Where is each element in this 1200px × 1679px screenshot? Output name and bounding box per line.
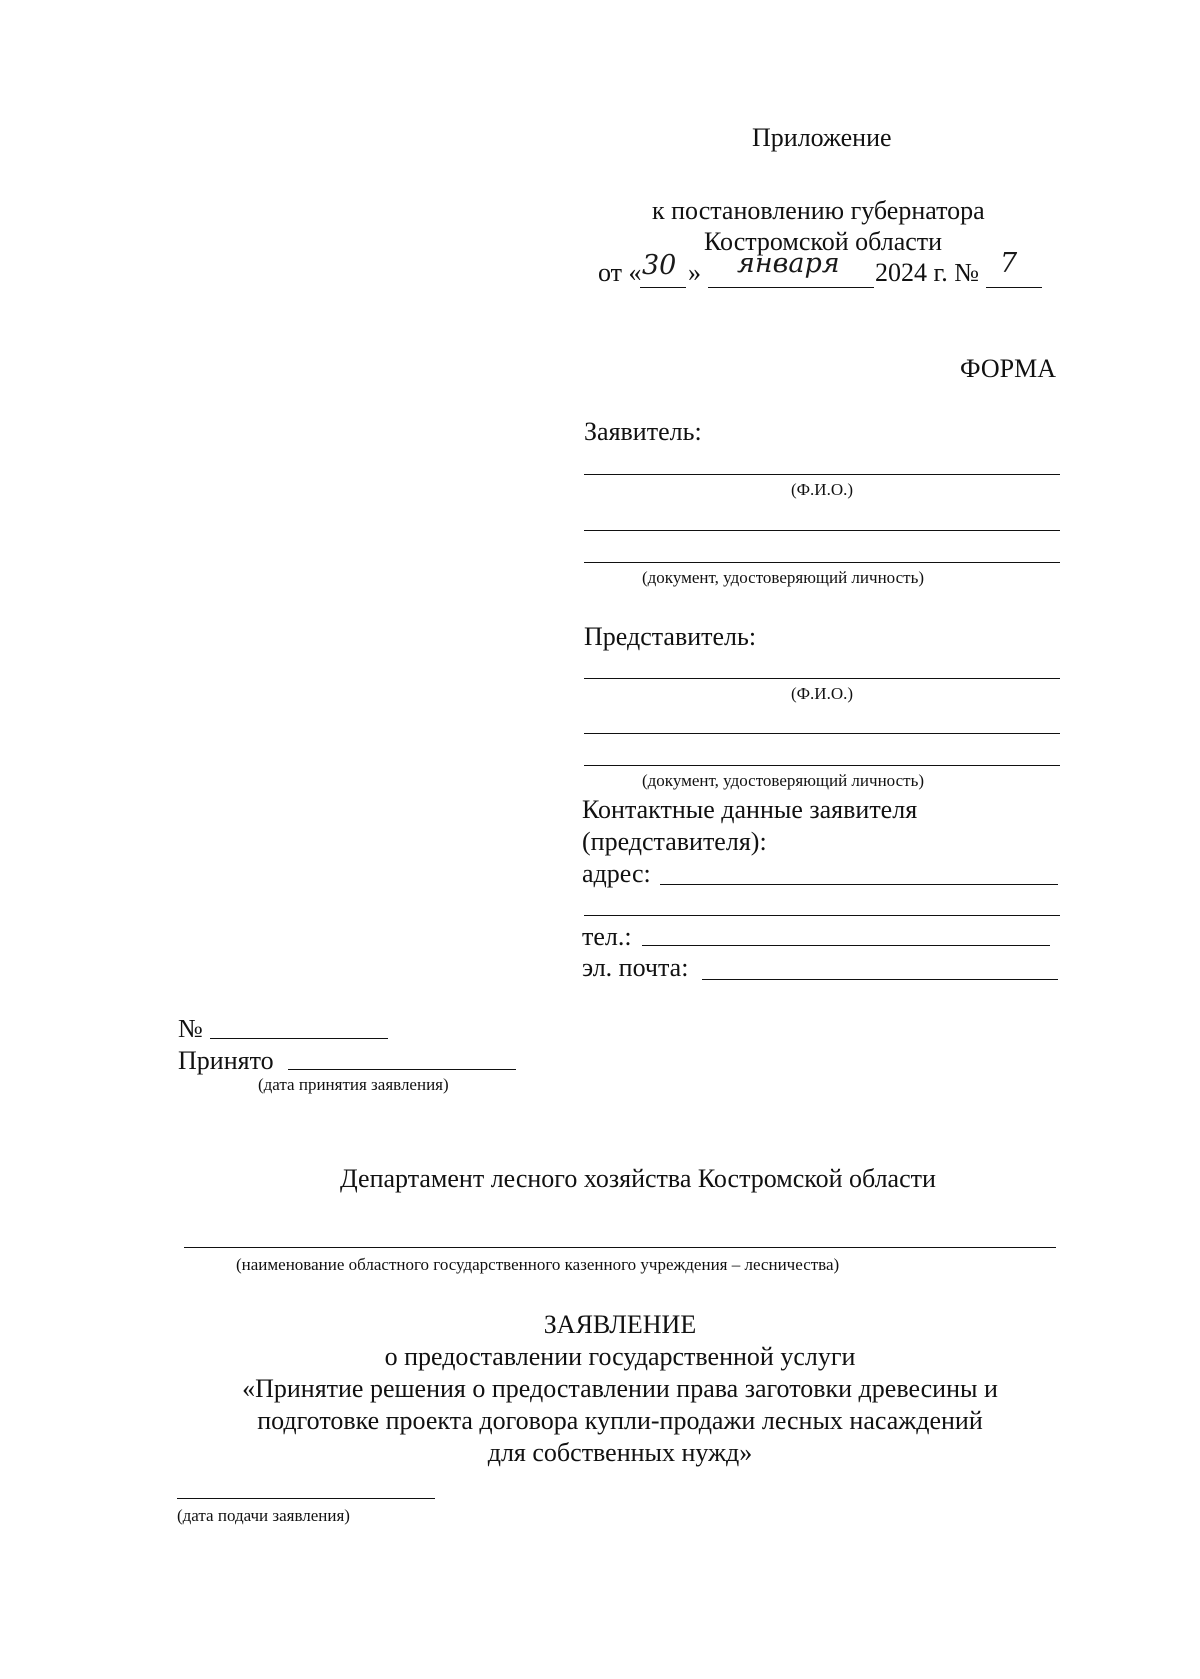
contacts-title-line-1: Контактные данные заявителя bbox=[582, 795, 918, 824]
representative-fio-caption: (Ф.И.О.) bbox=[790, 684, 854, 703]
phone-line bbox=[642, 945, 1050, 946]
date-day-close: » bbox=[688, 258, 701, 287]
accepted-label: Принято bbox=[178, 1046, 274, 1075]
address-line-2 bbox=[584, 915, 1060, 916]
month-underline bbox=[708, 287, 874, 288]
application-line-4: для собственных нужд» bbox=[487, 1438, 753, 1467]
email-line bbox=[702, 979, 1058, 980]
day-underline bbox=[640, 287, 686, 288]
forestry-line bbox=[184, 1247, 1056, 1248]
representative-doc-line-2 bbox=[584, 765, 1060, 766]
phone-label: тел.: bbox=[582, 922, 632, 951]
application-line-1: о предоставлении государственной услуги bbox=[384, 1342, 856, 1371]
applicant-doc-line-2 bbox=[584, 562, 1060, 563]
applicant-label: Заявитель: bbox=[584, 417, 702, 446]
address-label: адрес: bbox=[582, 859, 651, 888]
registration-number-label: № bbox=[178, 1014, 203, 1043]
appendix-title: Приложение bbox=[752, 123, 892, 152]
representative-fio-line bbox=[584, 678, 1060, 679]
handwritten-number: 7 bbox=[1000, 248, 1018, 279]
applicant-fio-line bbox=[584, 474, 1060, 475]
accepted-date-line bbox=[288, 1069, 516, 1070]
forestry-caption: (наименование областного государственного казенного учреждения – лесничества) bbox=[236, 1255, 840, 1274]
submission-caption: (дата подачи заявления) bbox=[177, 1506, 350, 1525]
representative-label: Представитель: bbox=[584, 622, 757, 651]
handwritten-month: января bbox=[737, 248, 840, 279]
appendix-region-line: Костромской области bbox=[704, 227, 943, 256]
email-label: эл. почта: bbox=[582, 953, 689, 982]
applicant-doc-line-1 bbox=[584, 530, 1060, 531]
application-line-2: «Принятие решения о предоставлении права заготовки древесины и bbox=[242, 1374, 998, 1403]
number-underline bbox=[986, 287, 1042, 288]
submission-date-line bbox=[177, 1498, 435, 1499]
date-year-suffix: 2024 г. № bbox=[875, 258, 980, 287]
handwritten-day: 30 bbox=[642, 250, 677, 281]
application-line-3: подготовке проекта договора купли-продажи лесных насаждений bbox=[257, 1406, 983, 1435]
contacts-title-line-2: (представителя): bbox=[582, 827, 767, 856]
applicant-fio-caption: (Ф.И.О.) bbox=[790, 480, 854, 499]
registration-number-line bbox=[210, 1038, 388, 1039]
application-title: ЗАЯВЛЕНИЕ bbox=[543, 1310, 697, 1339]
appendix-decree-line: к постановлению губернатора bbox=[652, 196, 985, 225]
form-label: ФОРМА bbox=[960, 354, 1056, 383]
representative-doc-line-1 bbox=[584, 733, 1060, 734]
accepted-caption: (дата принятия заявления) bbox=[258, 1075, 449, 1094]
address-line-1 bbox=[660, 884, 1058, 885]
date-prefix: от « bbox=[598, 258, 642, 287]
department-name: Департамент лесного хозяйства Костромской области bbox=[340, 1164, 936, 1193]
representative-doc-caption: (документ, удостоверяющий личность) bbox=[642, 771, 924, 790]
applicant-doc-caption: (документ, удостоверяющий личность) bbox=[642, 568, 924, 587]
